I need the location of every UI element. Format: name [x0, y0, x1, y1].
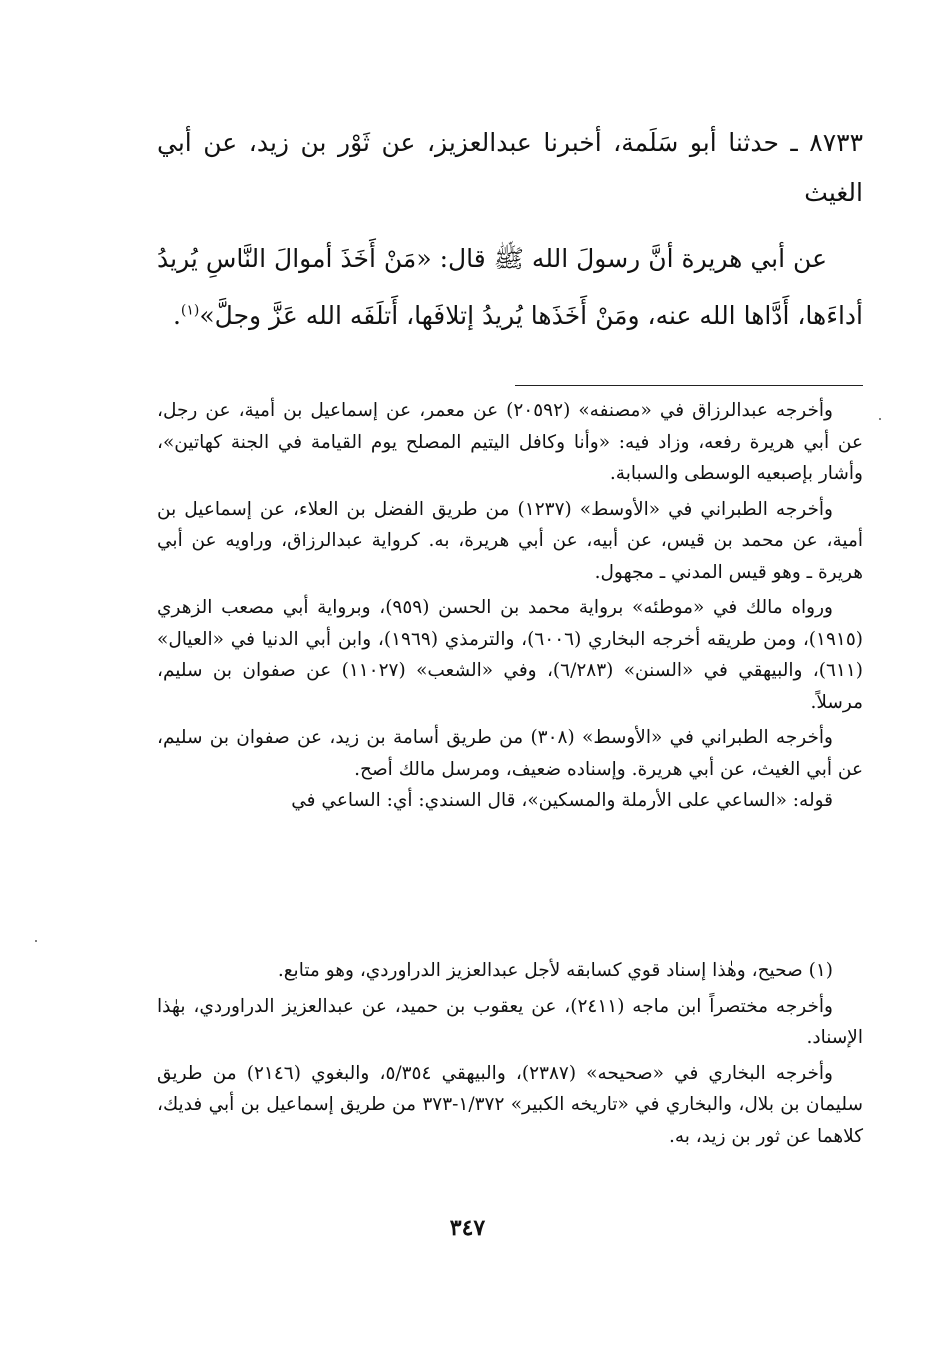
hadith-text: عن أبي هريرة أنَّ رسولَ الله ﷺ قال: «مَنْ أَخَذَ أموالَ النَّاسِ يُريدُ أداءَها، أَدَّاها الله عنه، ومَنْ أَخَذَها يُريدُ إتلافَها، أَتلَفَه الله عَزَّ وجلَّ»	[157, 244, 863, 330]
footnote-section	[157, 955, 863, 1152]
hadith-matn	[157, 230, 863, 344]
main-text	[157, 118, 863, 344]
scan-speck	[879, 418, 881, 420]
note-paragraph: وأخرجه الطبراني في «الأوسط» (٣٠٨) من طريق أسامة بن زيد، عن صفوان بن سليم، عن أبي الغيث، عن أبي هريرة. وإسناده ضعيف، ومرسل مالك أصح.	[157, 727, 863, 780]
note-paragraph: وأخرجه عبدالرزاق في «مصنفه» (٢٠٥٩٢) عن معمر، عن إسماعيل بن أمية، عن رجل، عن أبي هريرة رفعه، وزاد فيه: «وأنا وكافل اليتيم المصلح يوم القيامة في الجنة كهاتين»، وأشار بإصبعيه الوسطى والسبابة.	[157, 400, 863, 484]
commentary-notes	[157, 395, 863, 817]
footnote-paragraph: وأخرجه مختصراً ابن ماجه (٢٤١١)، عن يعقوب بن حميد، عن عبدالعزيز الدراوردي، بهٰذا الإسناد.	[157, 995, 863, 1048]
scan-speck	[35, 940, 37, 942]
note-paragraph: قوله: «الساعي على الأرملة والمسكين»، قال السندي: أي: الساعي في	[291, 790, 833, 811]
footnote-paragraph: (١) صحيح، وهٰذا إسناد قوي كسابقه لأجل عبدالعزيز الدراوردي، وهو متابع.	[277, 960, 833, 981]
footnote-paragraph: وأخرجه البخاري في «صحيحه» (٢٣٨٧)، والبيهقي ٥/٣٥٤، والبغوي (٢١٤٦) من طريق سليمان بن بلال، والبخاري في «تاريخه الكبير» ١/٣٧٢-٣٧٣ من طريق إسماعيل بن أبي فديك، كلاهما عن ثور بن زيد، به.	[157, 1062, 863, 1147]
hadith-end-mark: .	[172, 301, 181, 330]
note-paragraph: ورواه مالك في «موطئه» برواية محمد بن الحسن (٩٥٩)، وبرواية أبي مصعب الزهري (١٩١٥)، ومن طريقه أخرجه البخاري (٦٠٠٦)، والترمذي (١٩٦٩)، وابن أبي الدنيا في «العيال» (٦١١)، والبيهقي في «السنن» (٦/٢٨٣)، وفي «الشعب» (١١٠٢٧) عن صفوان بن سليم، مرسلاً.	[157, 597, 863, 713]
note-paragraph: وأخرجه الطبراني في «الأوسط» (١٢٣٧) من طريق الفضل بن العلاء، عن إسماعيل بن أمية، عن محمد بن قيس، عن أبيه، عن أبي هريرة، به. كرواية عبدالرزاق، وراويه عن أبي هريرة ـ وهو قيس المدني ـ مجهول.	[157, 498, 863, 583]
footnote-reference: (١)	[180, 302, 200, 319]
section-divider	[515, 385, 863, 386]
page-number: ٣٤٧	[449, 1215, 486, 1241]
hadith-isnad: ٨٧٣٣ ـ حدثنا أبو سَلَمة، أخبرنا عبدالعزيز، عن ثَوْر بن زيد، عن أبي الغيث	[157, 128, 863, 207]
